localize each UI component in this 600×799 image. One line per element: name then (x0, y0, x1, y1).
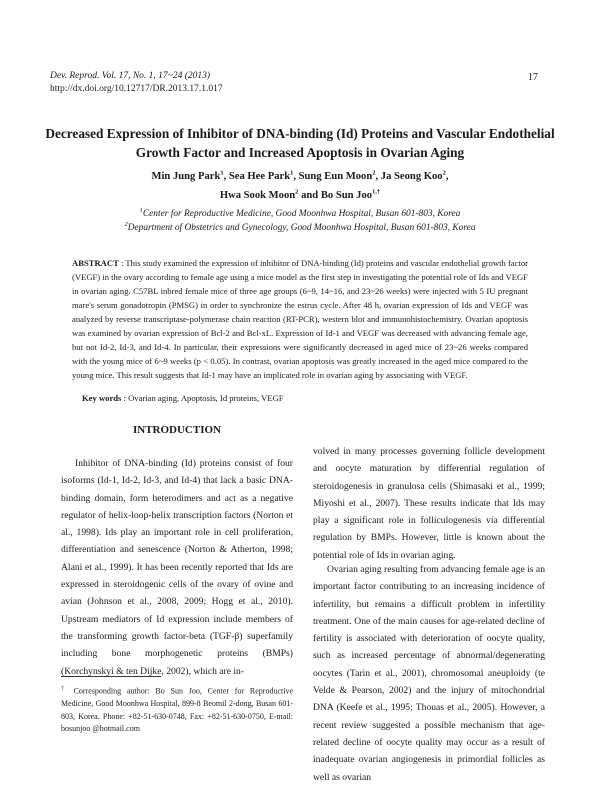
author-affiliation-mark: 1 (220, 169, 224, 177)
affiliation-list (40, 207, 560, 235)
author-separator: , (375, 171, 381, 182)
author-affiliation-mark: 1 (290, 169, 294, 177)
author-name: Min Jung Park (151, 171, 221, 182)
footnote-text: Corresponding author: Bo Sun Joo, Center for Reproductive Medicine, Good Moonhwa Hospital, 899-8 Beomil 2-dong, Busan 601-803, Korea. Phone: +82-51-630-0748, Fax: +82-51-630-0750, E-mail: bosunjoo @hotmail.com (61, 686, 294, 734)
footnote-divider (61, 676, 161, 677)
author-name: Sung Eun Moon (298, 171, 373, 182)
keywords-label: Key words (82, 393, 122, 403)
introduction-paragraph: Inhibitor of DNA-binding (Id) proteins consist of four isoforms (Id-1, Id-2, Id-3, and Id-4) that lack a basic DNA-binding domain, form heterodimers and act as a negative regulator of helix-loop-helix transcription factors (Norton et al., 1998). Ids play an important role in cell proliferation, differentiation and senescence (Norton & Atherton, 1998; Alani et al., 1999). It has been recently reported that Ids are expressed in steroidogenic cells of the ovary of ovine and avian (Johnson et al., 2008, 2009; Hogg et al., 2010). Upstream mediators of Id expression include members of the transforming growth factor-beta (TGF-β) superfamily including bone morphogenetic proteins (BMPs) (Korchynskyi & ten Dijke, 2002), which are in- (61, 458, 293, 677)
affiliation-mark: 2 (124, 220, 128, 228)
paper-title: Decreased Expression of Inhibitor of DNA-binding (Id) Proteins and Vascular Endothelial Growth Factor and Increased Apoptosis in Ovarian Aging (45, 126, 555, 160)
abstract (72, 256, 528, 382)
abstract-label: ABSTRACT (72, 258, 119, 268)
author-affiliation-mark: 2 (442, 169, 446, 177)
section-heading-introduction: INTRODUCTION (132, 424, 221, 436)
body-paragraph: Ovarian aging resulting from advancing female age is an important factor contributing to an increasing incidence of infertility, but remains a difficult problem in infertility treatment. One of the main causes for age-related decline of fertility is associated with deterioration of oocyte quality, such as increased percentage of abnormal/degenerating oocytes (Tarin et al., 2001), chromosomal aneuploidy (te Velde & Pearson, 2002) and the injury of mitochondrial DNA (Keefe et al., 1995; Thouas et al., 2005). However, a recent review suggested a possible mechanism that age-related decline of oocyte quality may occur as a result of inadequate ovarian angiogenesis in primordial follicles as well as ovarian (313, 564, 545, 783)
journal-citation: Dev. Reprod. Vol. 17, No. 1, 17~24 (2013) (50, 71, 211, 81)
author-affiliation-mark: 1,† (372, 188, 381, 196)
running-header (50, 70, 223, 96)
author-affiliation-mark: 2 (295, 188, 299, 196)
author-name: Sea Hee Park (228, 171, 291, 182)
keywords (82, 391, 528, 405)
author-affiliation-mark: 2 (372, 169, 376, 177)
footnote-mark: † (61, 686, 68, 692)
author-name: Bo Sun Joo (320, 190, 373, 201)
doi-link[interactable]: http://dx.doi.org/10.12717/DR.2013.17.1.017 (50, 84, 223, 94)
author-name: Hwa Sook Moon (219, 190, 296, 201)
body-paragraph: volved in many processes governing follicle development and oocyte maturation by differential regulation of steroidogenesis in granulosa cells (Shimasaki et al., 1999; Miyoshi et al., 2007). These results indicate that Ids may play a significant role in folliculogenesis via differential regulation by BMPs. However, little is known about the potential role of Ids in ovarian aging. (313, 446, 545, 561)
affiliation-mark: 1 (139, 206, 143, 214)
author-separator: , (445, 171, 449, 182)
page-number: 17 (528, 72, 538, 83)
affiliation-text: Center for Reproductive Medicine, Good Moonhwa Hospital, Busan 601-803, Korea (142, 209, 461, 219)
abstract-text: : This study examined the expression of inhibitor of DNA-binding (Id) proteins and vascular endothelial growth factor (VEGF) in the ovary according to female age using a mice model as the first step in investigating the potential role of Ids and VEGF in ovarian aging. C57BL inbred female mice of three age groups (6~9, 14~16, and 23~26 weeks) were injected with 5 IU pregnant mare's serum gonadotropin (PMSG) in order to synchronize the estrus cycle. After 48 h, ovarian expression of Ids and VEGF was analyzed by reverse transcriptase-polymerase chain reaction (RT-PCR), western blot and immunohistochemistry. Ovarian apoptosis was examined by ovarian expression of Bcl-2 and Bcl-xL. Expression of Id-1 and VEGF was decreased with advancing female age, but not Id-2, Id-3, and Id-4. In particular, their expressions were significantly decreased in aged mice of 23~26 weeks compared with the young mice of 6~9 weeks (p < 0.05). In contrast, ovarian apoptosis was greatly increased in the aged mice compared to the young mice. This result suggests that Id-1 may have an implicated role in ovarian aging by associating with VEGF. (72, 258, 528, 380)
affiliation-line (40, 221, 560, 235)
author-separator: , (223, 171, 229, 182)
author-separator: , (293, 171, 299, 182)
author-separator: and (298, 190, 321, 201)
corresponding-author-footnote (61, 683, 293, 736)
keywords-text: : Ovarian aging, Apoptosis, Id proteins, VEGF (121, 393, 284, 403)
author-name: Ja Seong Koo (380, 171, 443, 182)
affiliation-text: Department of Obstetrics and Gynecology, Good Moonhwa Hospital, Busan 601-803, Korea (127, 223, 476, 233)
author-list (40, 167, 560, 205)
affiliation-line (40, 207, 560, 221)
